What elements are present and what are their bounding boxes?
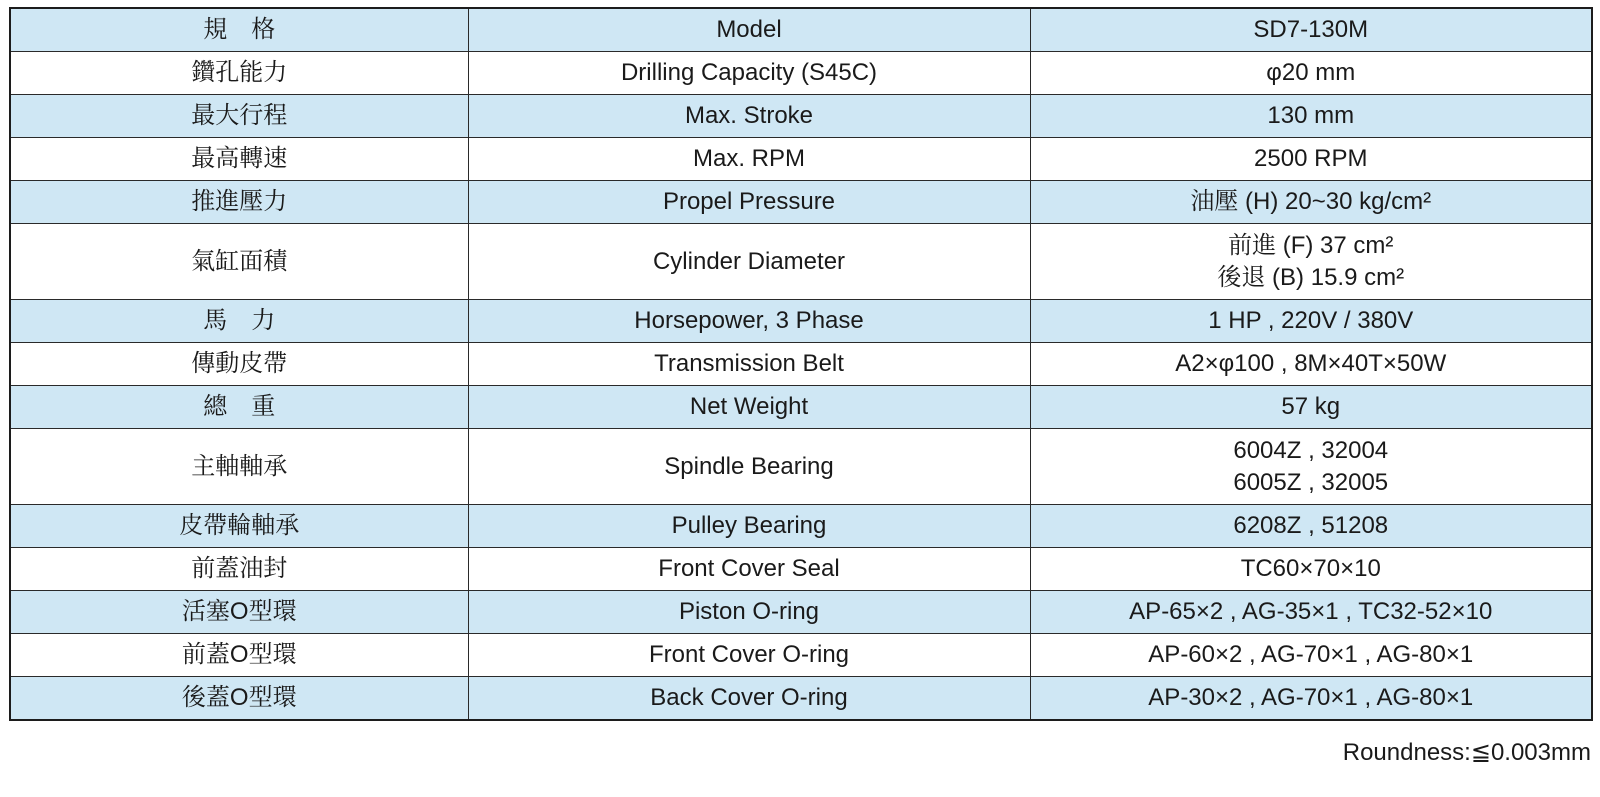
zh-label-cell: 後蓋O型環: [10, 677, 468, 721]
en-label-cell: Model: [468, 8, 1030, 52]
en-label-cell: Front Cover Seal: [468, 548, 1030, 591]
table-row: [10, 634, 1592, 677]
table-row: [10, 386, 1592, 429]
zh-label-cell: 鑽孔能力: [10, 52, 468, 95]
table-row: [10, 138, 1592, 181]
value-cell: A2×φ100 , 8M×40T×50W: [1030, 343, 1592, 386]
en-label-cell: Pulley Bearing: [468, 505, 1030, 548]
table-row: [10, 548, 1592, 591]
value-cell: 130 mm: [1030, 95, 1592, 138]
table-row: [10, 505, 1592, 548]
table-row: [10, 343, 1592, 386]
en-label-cell: Back Cover O-ring: [468, 677, 1030, 721]
table-row: [10, 181, 1592, 224]
value-line: 6005Z , 32005: [1233, 468, 1389, 496]
zh-label-cell: 最大行程: [10, 95, 468, 138]
table-row: [10, 95, 1592, 138]
en-label-cell: Max. RPM: [468, 138, 1030, 181]
value-cell: AP-60×2 , AG-70×1 , AG-80×1: [1030, 634, 1592, 677]
en-label-cell: Propel Pressure: [468, 181, 1030, 224]
zh-label-cell: 皮帶輪軸承: [10, 505, 468, 548]
zh-label-cell: 主軸軸承: [10, 429, 468, 505]
en-label-cell: Piston O-ring: [468, 591, 1030, 634]
value-line: 前進 (F) 37 cm²: [1228, 231, 1394, 259]
en-label-cell: Transmission Belt: [468, 343, 1030, 386]
value-cell: 6208Z , 51208: [1030, 505, 1592, 548]
zh-label-cell: 最高轉速: [10, 138, 468, 181]
value-cell: 2500 RPM: [1030, 138, 1592, 181]
value-line: 6004Z , 32004: [1233, 436, 1389, 464]
en-label-cell: Front Cover O-ring: [468, 634, 1030, 677]
zh-label-cell: 推進壓力: [10, 181, 468, 224]
roundness-note: Roundness:≦0.003mm: [1342, 739, 1591, 766]
table-row: [10, 52, 1592, 95]
en-label-cell: Max. Stroke: [468, 95, 1030, 138]
value-cell: φ20 mm: [1030, 52, 1592, 95]
value-cell: SD7-130M: [1030, 8, 1592, 52]
en-label-cell: Cylinder Diameter: [468, 224, 1030, 300]
value-cell: AP-65×2 , AG-35×1 , TC32-52×10: [1030, 591, 1592, 634]
value-cell: 1 HP , 220V / 380V: [1030, 300, 1592, 343]
table-row: [10, 677, 1592, 721]
zh-label-cell: 馬 力: [10, 300, 468, 343]
table-row: [10, 8, 1592, 52]
zh-label-cell: 前蓋O型環: [10, 634, 468, 677]
en-label-cell: Drilling Capacity (S45C): [468, 52, 1030, 95]
table-row: [10, 300, 1592, 343]
zh-label-cell: 總 重: [10, 386, 468, 429]
value-cell: TC60×70×10: [1030, 548, 1592, 591]
zh-label-cell: 前蓋油封: [10, 548, 468, 591]
value-cell: [1030, 224, 1592, 300]
en-label-cell: Net Weight: [468, 386, 1030, 429]
value-cell: AP-30×2 , AG-70×1 , AG-80×1: [1030, 677, 1592, 721]
value-cell: [1030, 429, 1592, 505]
zh-label-cell: 規 格: [10, 8, 468, 52]
zh-label-cell: 活塞O型環: [10, 591, 468, 634]
table-row: [10, 429, 1592, 505]
value-cell: 油壓 (H) 20~30 kg/cm²: [1030, 181, 1592, 224]
value-cell: 57 kg: [1030, 386, 1592, 429]
zh-label-cell: 氣缸面積: [10, 224, 468, 300]
spec-table: [9, 7, 1593, 721]
table-row: [10, 224, 1592, 300]
value-line: 後退 (B) 15.9 cm²: [1217, 263, 1405, 291]
zh-label-cell: 傳動皮帶: [10, 343, 468, 386]
en-label-cell: Horsepower, 3 Phase: [468, 300, 1030, 343]
en-label-cell: Spindle Bearing: [468, 429, 1030, 505]
table-row: [10, 591, 1592, 634]
